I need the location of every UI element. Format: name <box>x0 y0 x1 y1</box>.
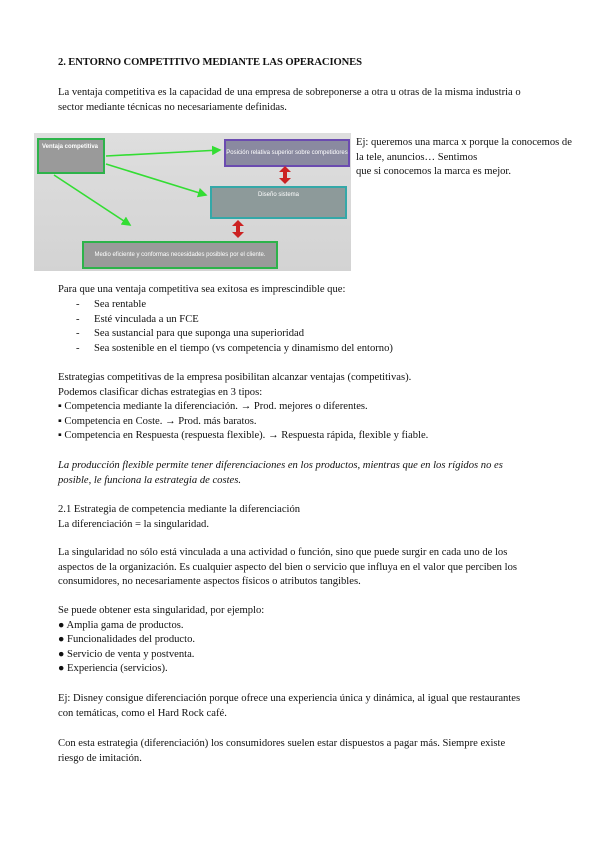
requisites-list <box>76 298 393 356</box>
double-arrow-red-top <box>279 166 291 184</box>
section-heading: 2. ENTORNO COMPETITIVO MEDIANTE LAS OPERACIONES <box>58 57 362 68</box>
subsection-title: 2.1 Estrategia de competencia mediante la diferenciación <box>58 504 301 515</box>
text-line: Ej: Disney consigue diferenciación porque ofrece una experiencia única y dinámica, al igual que restaurantes <box>58 693 521 704</box>
example-paragraph <box>356 136 572 180</box>
diagram-box-ventaja: Ventaja competitiva <box>37 138 105 174</box>
list-item: - Sea sustancial para que suponga una superioridad <box>76 328 305 340</box>
text-line: Se puede obtener esta singularidad, por ejemplo: <box>58 605 265 616</box>
list-item: - Sea rentable <box>76 299 147 310</box>
double-arrow-red-bottom <box>232 220 244 238</box>
text-line: La ventaja competitiva es la capacidad de una empresa de sobreponerse a otra u otras de la misma industria o <box>58 87 521 98</box>
text-line: ▪ Competencia en Respuesta (respuesta flexible). → Respuesta rápida, flexible y fiable. <box>58 430 429 442</box>
list-item: ● Experiencia (servicios). <box>58 663 168 675</box>
closing-paragraph <box>58 737 505 766</box>
text-line: con temáticas, como el Hard Rock café. <box>58 707 227 719</box>
intro-paragraph <box>58 86 521 115</box>
text-line: Ej: queremos una marca x porque la conocemos de <box>356 137 572 148</box>
singularidad-paragraph <box>58 546 517 590</box>
text-line: posible, le funciona la estrategia de costes. <box>58 474 242 486</box>
strategies-paragraph <box>58 371 428 444</box>
diagram-arrows <box>34 133 351 271</box>
requisites-intro: Para que una ventaja competitiva sea exitosa es imprescindible que: <box>58 284 346 295</box>
text-line: La singularidad no sólo está vinculada a una actividad o función, sino que puede surgir en cada uno de los <box>58 547 508 558</box>
text-line: aspectos de la organización. Es cualquier aspecto del bien o servicio que influya en el valor que perciben los <box>58 561 517 573</box>
text-line: ▪ Competencia mediante la diferenciación. → Prod. mejores o diferentes. <box>58 401 368 413</box>
arrow-to-medio <box>54 175 130 225</box>
text-line: La diferenciación = la singularidad. <box>58 518 209 530</box>
text-line: sector mediante técnicas no necesariamente definidas. <box>58 101 287 113</box>
diagram-box-medio: Medio eficiente y conformas necesidades posibles por el cliente. <box>82 241 278 269</box>
text-line: La producción flexible permite tener diferenciaciones en los productos, mientras que en los rígidos no es <box>58 460 503 471</box>
section-2-1 <box>58 503 300 532</box>
list-item: - Sea sostenible en el tiempo (vs competencia y dinamismo del entorno) <box>76 342 393 354</box>
diagram-box-posicion: Posición relativa superior sobre competidores <box>224 139 350 167</box>
list-item: ● Funcionalidades del producto. <box>58 634 196 646</box>
italic-note <box>58 459 503 488</box>
text-line: Podemos clasificar dichas estrategias en 3 tipos: <box>58 386 263 398</box>
text-line: Estrategias competitivas de la empresa posibilitan alcanzar ventajas (competitivas). <box>58 372 412 383</box>
text-line: la tele, anuncios… Sentimos <box>356 151 478 163</box>
list-item: ● Servicio de venta y postventa. <box>58 648 195 660</box>
disney-paragraph <box>58 692 520 721</box>
text-line: Con esta estrategia (diferenciación) los consumidores suelen estar dispuestos a pagar más. Siempre existe <box>58 738 506 749</box>
text-line: que si conocemos la marca es mejor. <box>356 166 512 178</box>
arrow-to-posicion <box>106 150 220 156</box>
list-item: ● Amplia gama de productos. <box>58 619 184 631</box>
diagram-box-diseno: Diseño sistema <box>210 186 347 219</box>
text-line: ▪ Competencia en Coste. → Prod. más baratos. <box>58 415 257 427</box>
ventaja-diagram <box>34 133 351 271</box>
text-line: consumidores, no necesariamente aspectos físicos o atributos tangibles. <box>58 576 361 588</box>
list-item: - Esté vinculada a un FCE <box>76 313 199 325</box>
obtain-paragraph <box>58 604 264 677</box>
text-line: riesgo de imitación. <box>58 752 142 764</box>
arrow-to-diseno <box>106 164 206 195</box>
